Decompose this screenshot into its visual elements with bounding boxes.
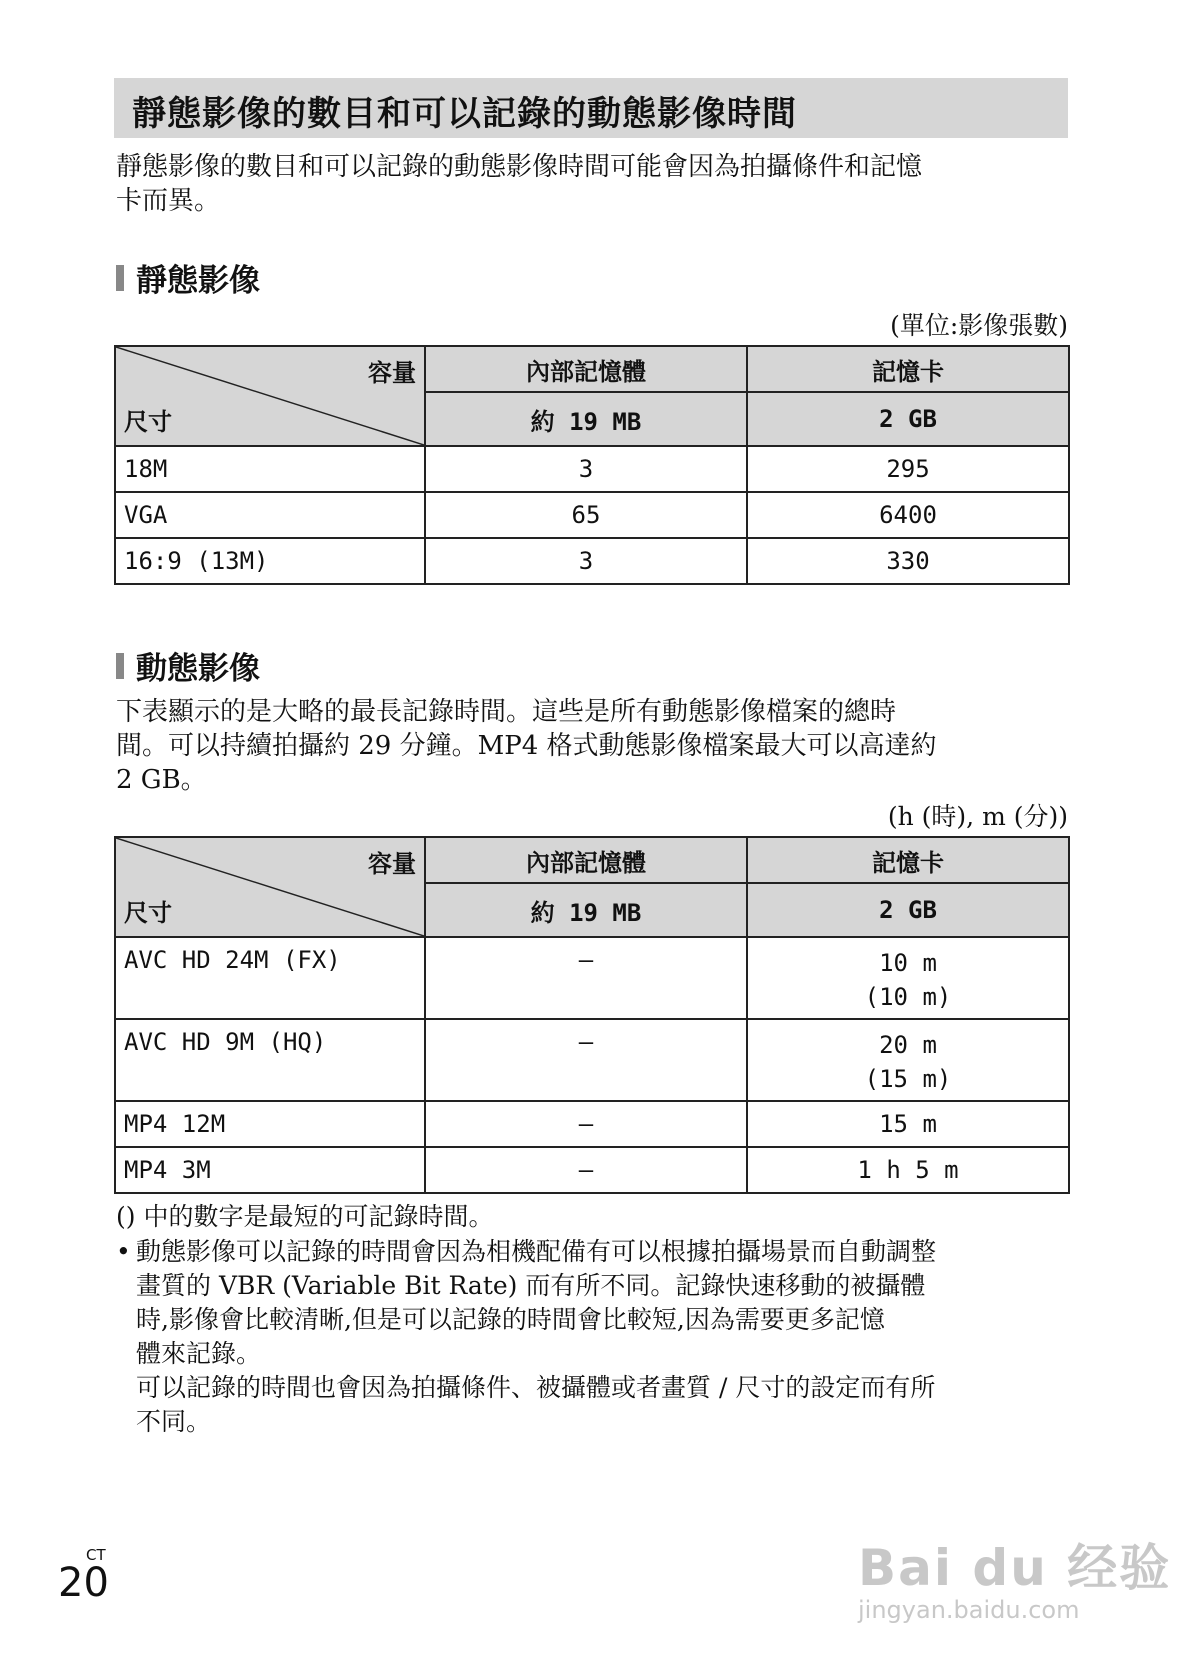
heading-marker bbox=[116, 265, 124, 291]
row-card: 6400 bbox=[747, 492, 1069, 538]
still-table bbox=[114, 345, 1070, 585]
corner-header bbox=[115, 346, 425, 446]
table-row bbox=[115, 492, 1069, 538]
row-card: 15 m bbox=[747, 1101, 1069, 1147]
table-row bbox=[115, 1147, 1069, 1193]
page-language-code: CT bbox=[86, 1546, 106, 1564]
page-number: 20 bbox=[58, 1560, 109, 1606]
movie-heading-text: 動態影像 bbox=[136, 651, 260, 687]
row-card: 330 bbox=[747, 538, 1069, 584]
capacity-label: 容量 bbox=[368, 850, 416, 878]
still-heading bbox=[116, 255, 260, 300]
corner-header bbox=[115, 837, 425, 937]
movie-table bbox=[114, 836, 1070, 1194]
movie-description bbox=[116, 695, 1076, 797]
table-row bbox=[115, 538, 1069, 584]
page-title: 靜態影像的數目和可以記錄的動態影像時間 bbox=[132, 94, 797, 134]
row-card bbox=[747, 937, 1069, 1019]
watermark-url: jingyan.baidu.com bbox=[858, 1596, 1080, 1624]
row-internal: — bbox=[425, 937, 747, 1019]
table-row bbox=[115, 937, 1069, 1019]
row-internal: — bbox=[425, 1101, 747, 1147]
capacity-label: 容量 bbox=[368, 359, 416, 387]
col-card-size: 2 GB bbox=[747, 392, 1069, 446]
size-label: 尺寸 bbox=[124, 899, 172, 927]
heading-marker bbox=[116, 653, 124, 679]
row-internal: 65 bbox=[425, 492, 747, 538]
paren-note: () 中的數字是最短的可記錄時間。 bbox=[116, 1202, 494, 1231]
still-unit: (單位:影像張數) bbox=[890, 311, 1068, 340]
row-card-value: 10 m bbox=[879, 949, 937, 977]
bullet-line: 畫質的 VBR (Variable Bit Rate) 而有所不同。記錄快速移動的被攝體 bbox=[136, 1271, 926, 1300]
col-internal-size: 約 19 MB bbox=[425, 883, 747, 937]
movie-heading bbox=[116, 643, 260, 688]
col-memory-card: 記憶卡 bbox=[747, 837, 1069, 883]
bullet-line: 體來記錄。 bbox=[136, 1339, 262, 1368]
row-size: AVC HD 24M (FX) bbox=[115, 937, 425, 1019]
row-internal: 3 bbox=[425, 446, 747, 492]
row-size: VGA bbox=[115, 492, 425, 538]
row-card: 295 bbox=[747, 446, 1069, 492]
row-card bbox=[747, 1019, 1069, 1101]
watermark-brand: Bai du 经验 bbox=[858, 1539, 1172, 1597]
col-internal-memory: 內部記憶體 bbox=[425, 837, 747, 883]
bullet-dot-icon: • bbox=[116, 1237, 131, 1266]
row-internal: 3 bbox=[425, 538, 747, 584]
size-label: 尺寸 bbox=[124, 408, 172, 436]
watermark bbox=[858, 1528, 1171, 1624]
still-heading-text: 靜態影像 bbox=[136, 263, 260, 299]
bullet-note bbox=[116, 1235, 1076, 1439]
movie-desc-line: 下表顯示的是大略的最長記錄時間。這些是所有動態影像檔案的總時 bbox=[116, 697, 897, 727]
row-internal: — bbox=[425, 1019, 747, 1101]
intro-paragraph bbox=[116, 150, 1076, 218]
intro-line: 卡而異。 bbox=[116, 186, 221, 216]
intro-line: 靜態影像的數目和可以記錄的動態影像時間可能會因為拍攝條件和記憶 bbox=[116, 152, 923, 182]
movie-desc-line: 2 GB。 bbox=[116, 765, 207, 795]
col-memory-card: 記憶卡 bbox=[747, 346, 1069, 392]
section-title-bar bbox=[114, 78, 1068, 138]
col-internal-size: 約 19 MB bbox=[425, 392, 747, 446]
col-internal-memory: 內部記憶體 bbox=[425, 346, 747, 392]
movie-desc-line: 間。可以持續拍攝約 29 分鐘。MP4 格式動態影像檔案最大可以高達約 bbox=[116, 731, 937, 761]
row-size: MP4 3M bbox=[115, 1147, 425, 1193]
row-card: 1 h 5 m bbox=[747, 1147, 1069, 1193]
row-size: AVC HD 9M (HQ) bbox=[115, 1019, 425, 1101]
row-size: 16:9 (13M) bbox=[115, 538, 425, 584]
row-card-min: (15 m) bbox=[864, 1065, 952, 1093]
row-size: 18M bbox=[115, 446, 425, 492]
col-card-size: 2 GB bbox=[747, 883, 1069, 937]
bullet-line: 可以記錄的時間也會因為拍攝條件、被攝體或者畫質 / 尺寸的設定而有所 bbox=[136, 1373, 936, 1402]
bullet-line: 不同。 bbox=[136, 1407, 212, 1436]
row-card-min: (10 m) bbox=[864, 983, 952, 1011]
table-row bbox=[115, 446, 1069, 492]
row-internal: — bbox=[425, 1147, 747, 1193]
bullet-line: 時,影像會比較清晰,但是可以記錄的時間會比較短,因為需要更多記憶 bbox=[136, 1305, 885, 1334]
row-card-value: 20 m bbox=[879, 1031, 937, 1059]
movie-unit: (h (時), m (分)) bbox=[887, 802, 1068, 831]
table-row bbox=[115, 1019, 1069, 1101]
table-row bbox=[115, 1101, 1069, 1147]
row-size: MP4 12M bbox=[115, 1101, 425, 1147]
bullet-line: 動態影像可以記錄的時間會因為相機配備有可以根據拍攝場景而自動調整 bbox=[136, 1237, 937, 1266]
